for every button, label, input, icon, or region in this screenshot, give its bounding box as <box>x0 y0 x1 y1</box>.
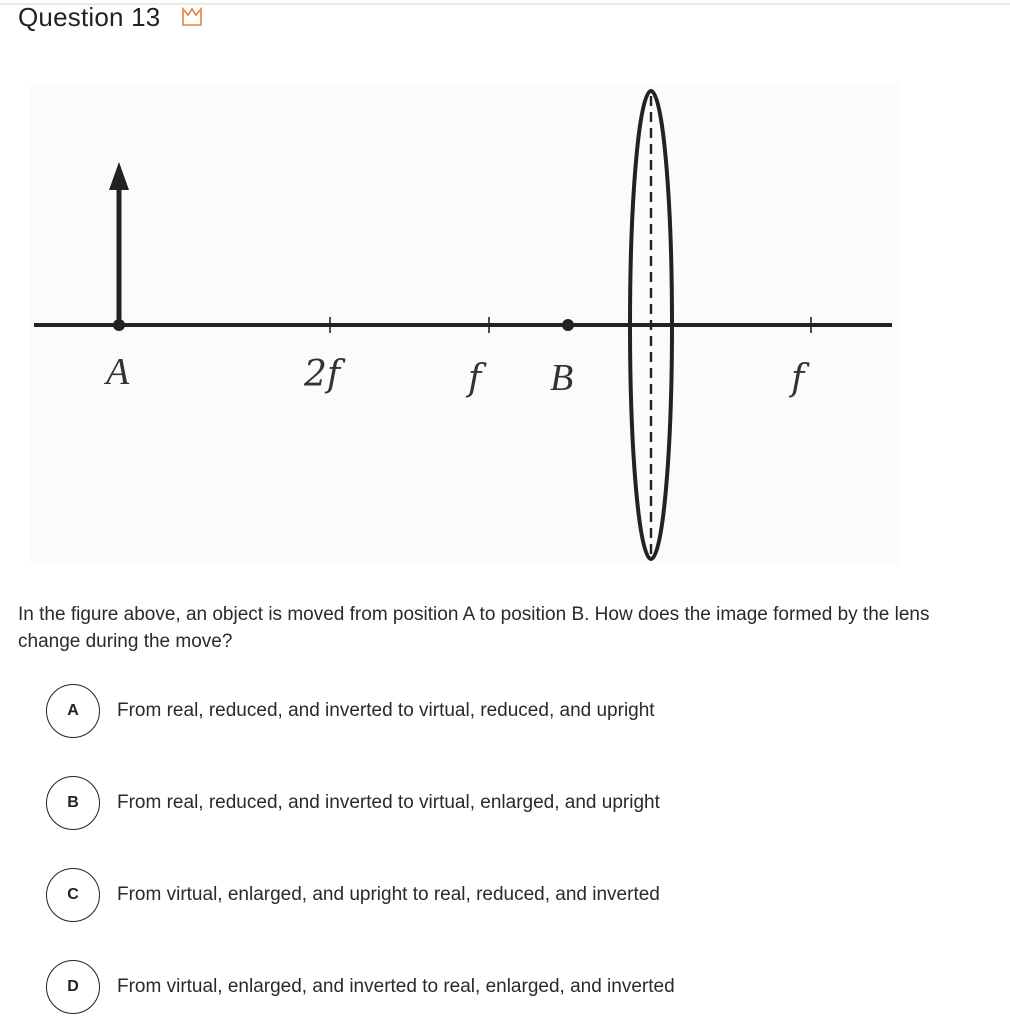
two-f-label: 2f <box>304 354 341 395</box>
answer-option-a[interactable] <box>46 683 655 739</box>
bookmark-icon[interactable] <box>180 7 204 27</box>
answer-option-b[interactable] <box>46 775 660 831</box>
answer-option-d[interactable] <box>46 959 675 1015</box>
f-right-label: f <box>791 358 805 399</box>
option-letter-badge: A <box>46 684 100 738</box>
object-arrow-head <box>109 162 129 190</box>
f-left-label: f <box>468 358 482 399</box>
option-text: From virtual, enlarged, and upright to real, reduced, and inverted <box>117 884 660 905</box>
question-title: Question 13 <box>18 1 161 32</box>
point-a-label: A <box>106 351 130 393</box>
option-text: From virtual, enlarged, and inverted to real, enlarged, and inverted <box>117 976 675 997</box>
question-header <box>18 0 204 34</box>
option-letter-badge: C <box>46 868 100 922</box>
option-letter-badge: B <box>46 776 100 830</box>
point-a-dot <box>113 319 125 331</box>
option-text: From real, reduced, and inverted to virtual, reduced, and upright <box>117 700 655 721</box>
point-b-label: B <box>550 357 574 399</box>
answer-option-c[interactable] <box>46 867 660 923</box>
lens-diagram <box>30 84 900 564</box>
question-prompt: In the figure above, an object is moved from position A to position B. How does the image formed by the lens change during the move? <box>18 604 930 652</box>
option-letter-badge: D <box>46 960 100 1014</box>
option-text: From real, reduced, and inverted to virtual, enlarged, and upright <box>117 792 660 813</box>
point-b-dot <box>562 319 574 331</box>
